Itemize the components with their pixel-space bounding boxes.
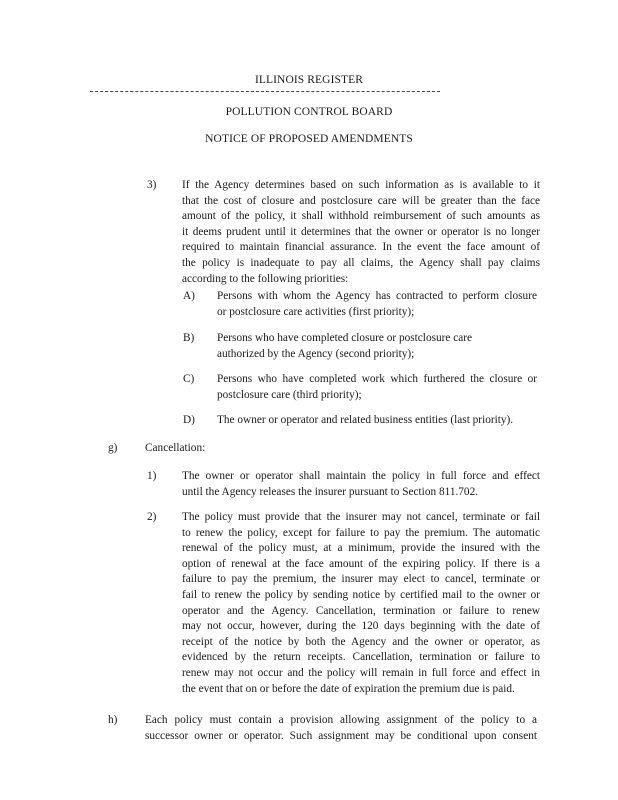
text-line: option of renewal at the face amount of the expiring policy. If there is a: [182, 557, 540, 570]
text-line: amount of the policy, it shall withhold reimbursement of such amounts as: [182, 210, 540, 223]
cancellation-2-text: [182, 510, 540, 697]
priority-c-label: C): [183, 373, 195, 385]
board-name: POLLUTION CONTROL BOARD: [225, 106, 393, 118]
text-line: the policy is inadequate to pay all claims, the Agency shall pay claims: [182, 256, 540, 269]
text-line: The owner or operator and related business entities (last priority).: [217, 414, 514, 426]
text-line: failure to pay the premium, the insurer may elect to cancel, terminate or: [182, 573, 540, 586]
text-line: operator and the Agency. Cancellation, termination or failure to renew: [182, 604, 540, 617]
section-g-label: g): [108, 442, 118, 454]
priority-a-label: A): [183, 290, 195, 302]
section-g-title: Cancellation:: [145, 442, 206, 454]
para-3-label: 3): [147, 179, 157, 191]
text-line: fail to renew the policy by sending notice by certified mail to the owner or: [182, 588, 540, 601]
text-line: Persons who have completed work which furthered the closure or: [217, 373, 537, 385]
section-h-text: [145, 713, 537, 744]
text-line: receipt of the notice by both the Agency and the owner or operator, as: [182, 635, 540, 648]
cancellation-1-label: 1): [147, 470, 157, 482]
priority-a-text: [217, 289, 537, 320]
text-line: Each policy must contain a provision allowing assignment of the policy to a: [145, 714, 537, 726]
text-line: to renew the policy, except for failure to pay the premium. The automatic: [182, 526, 540, 539]
text-line: Persons with whom the Agency has contracted to perform closure: [217, 290, 537, 302]
text-line: or postclosure care activities (first priority);: [217, 305, 415, 318]
text-line: The policy must provide that the insurer may not cancel, terminate or fail: [182, 511, 540, 523]
text-line: may not occur, however, during the 120 days beginning with the date of: [182, 620, 540, 633]
register-title: ILLINOIS REGISTER: [254, 74, 364, 86]
text-line: that the cost of closure and postclosure care will be greater than the face: [182, 194, 540, 207]
text-line: evidenced by the return receipts. Cancellation, termination or failure to: [182, 651, 540, 664]
cancellation-1-text: [182, 469, 540, 500]
text-line: until the Agency releases the insurer pursuant to Section 811.702.: [182, 485, 479, 498]
section-h-label: h): [108, 714, 118, 726]
header-rule: [90, 91, 440, 92]
text-line: If the Agency determines based on such information as is available to it: [182, 179, 540, 191]
text-line: The owner or operator shall maintain the policy in full force and effect: [182, 470, 540, 482]
notice-title: NOTICE OF PROPOSED AMENDMENTS: [205, 133, 413, 145]
text-line: the event that on or before the date of expiration the premium due is paid.: [182, 682, 515, 695]
priority-d-label: D): [183, 414, 195, 426]
priority-b-label: B): [183, 332, 195, 344]
cancellation-2-label: 2): [147, 511, 157, 523]
text-line: Persons who have completed closure or postclosure care: [217, 332, 473, 344]
priority-b-text: [217, 331, 537, 362]
text-line: required to maintain financial assurance. In the event the face amount of: [182, 241, 540, 254]
text-line: postclosure care (third priority);: [217, 388, 362, 401]
text-line: successor owner or operator. Such assignment may be conditional upon consent: [145, 729, 537, 742]
priority-d-text: [217, 413, 537, 429]
text-line: renewal of the policy must, at a minimum, provide the insured with the: [182, 542, 540, 555]
para-3-text: [182, 178, 540, 287]
priority-c-text: [217, 372, 537, 403]
text-line: authorized by the Agency (second priority);: [217, 347, 415, 360]
text-line: according to the following priorities:: [182, 272, 349, 285]
text-line: it deems prudent until it determines that the owner or operator is no longer: [182, 225, 540, 238]
text-line: renew may not occur and the policy will remain in full force and effect in: [182, 666, 540, 679]
